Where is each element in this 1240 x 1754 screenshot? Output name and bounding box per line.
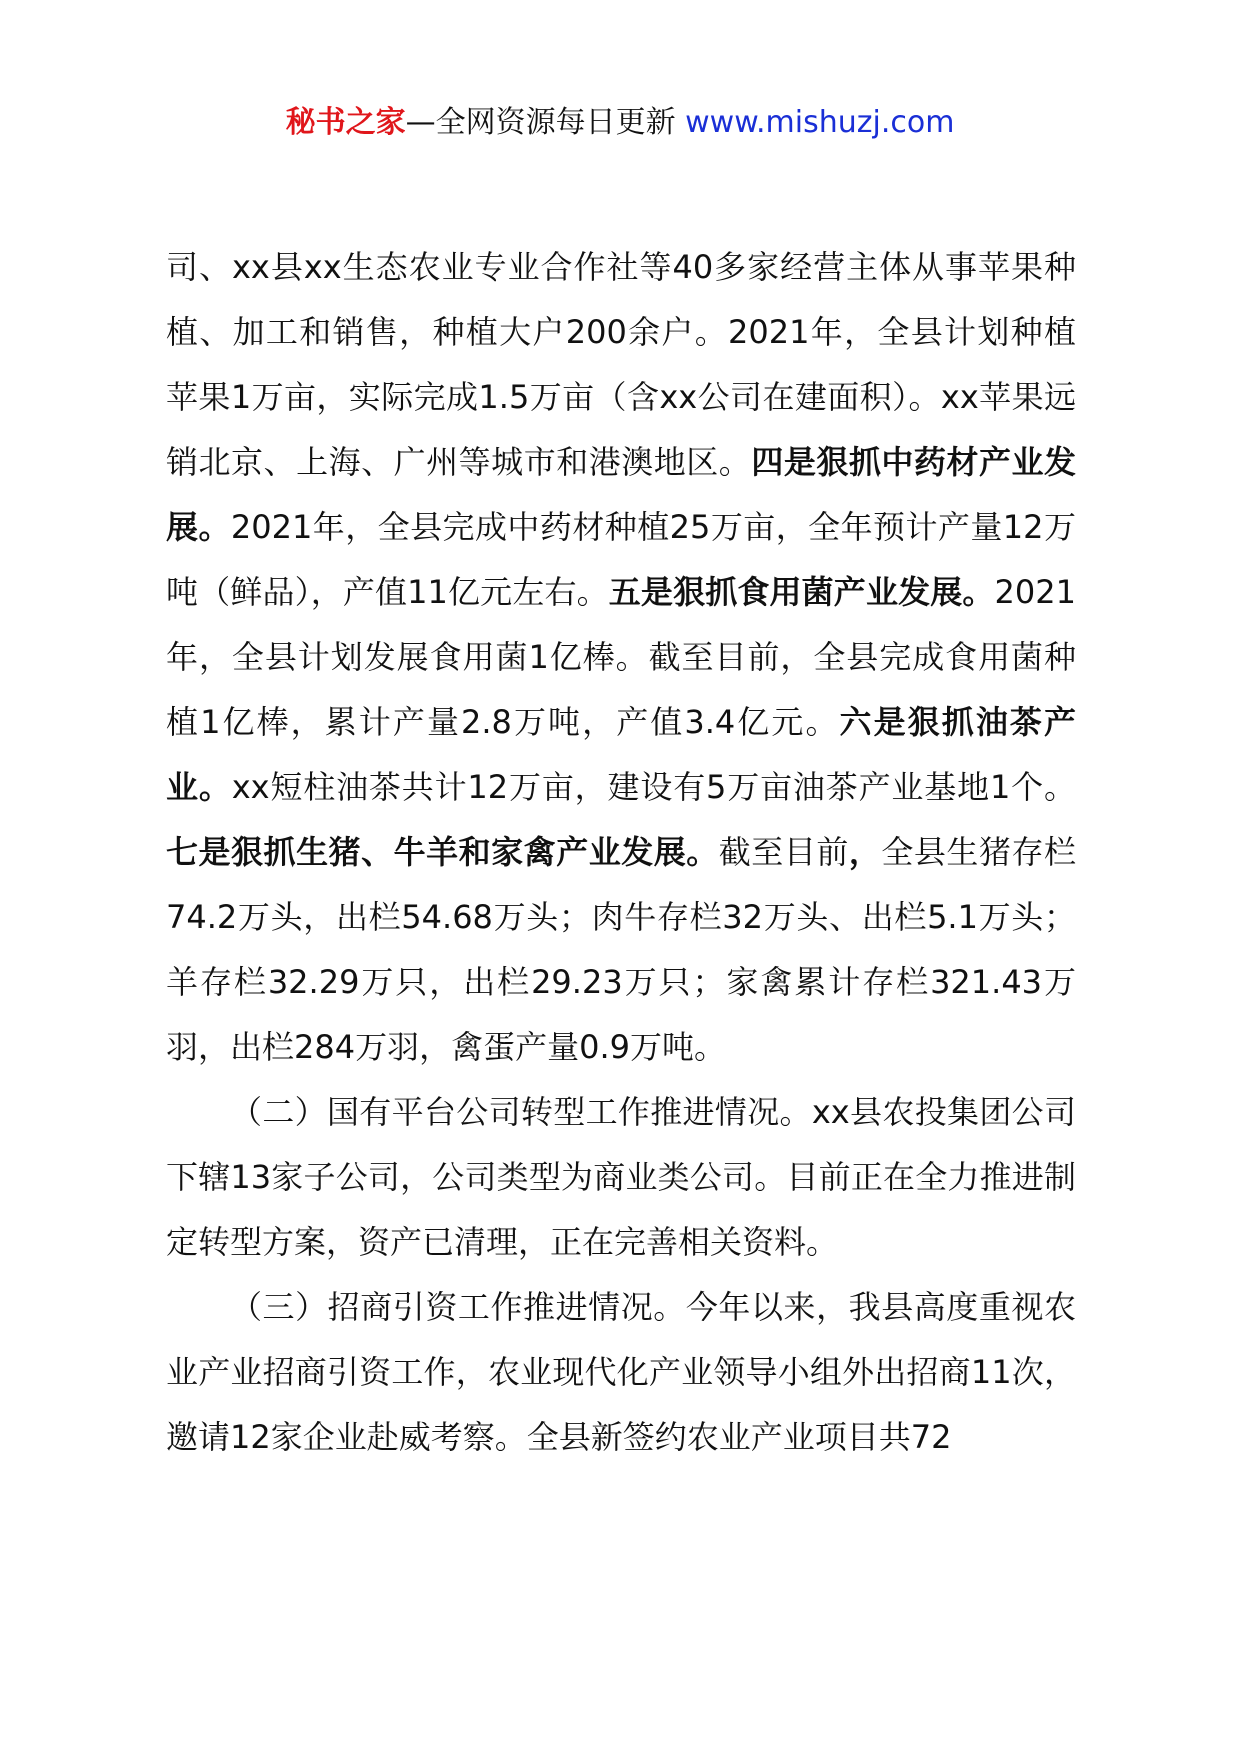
site-tagline: —全网资源每日更新 [405,105,676,140]
text-segment: 截至目前 [718,833,849,871]
bold-heading-oil-tea: 六是狠抓油茶产业。 [166,703,1076,806]
text-segment: 司、xx县xx生态农业专业合作社等40多家经营主体从事苹果种植、加工和销售，种植大户200余户。2021年，全县计划种植苹果1万亩，实际完成1.5万亩（含xx公司在建面积）。xx苹果远销北京、上海、广州等城市和港澳地区。 [166,248,1076,481]
page-header [0,100,1240,146]
paragraph-state-platform: （二）国有平台公司转型工作推进情况。xx县农投集团公司下辖13家子公司，公司类型为商业类公司。目前正在全力推进制定转型方案，资产已清理，正在完善相关资料。 [166,1093,1076,1261]
text-segment: 2021年，全县完成中药材种植25万亩，全年预计产量12万吨（鲜品），产值11亿元左右。 [166,508,1076,611]
bold-heading-tcm: 四是狠抓中药材产业发展。 [166,443,1076,546]
site-url-link[interactable]: www.mishuzj.com [685,105,955,140]
paragraph-industry-summary [166,235,1076,1080]
site-brand[interactable]: 秘书之家 [285,105,406,140]
text-segment: 全县生猪存栏74.2万头，出栏54.68万头；肉牛存栏32万头、出栏5.1万头；羊存栏32.29万只，出栏29.23万只；家禽累计存栏321.43万羽，出栏284万羽，禽蛋产量0.9万吨。 [166,833,1076,1066]
text-segment: 2021年，全县计划发展食用菌1亿棒。截至目前，全县完成食用菌种植1亿棒，累计产量2.8万吨，产值3.4亿元。 [166,573,1076,741]
document-body [166,235,1076,1470]
bold-heading-livestock: 七是狠抓生猪、牛羊和家禽产业发展。 [166,833,719,871]
bold-heading-fungi: 五是狠抓食用菌产业发展。 [608,573,995,611]
paragraph-investment: （三）招商引资工作推进情况。今年以来，我县高度重视农业产业招商引资工作，农业现代化产业领导小组外出招商11次，邀请12家企业赴威考察。全县新签约农业产业项目共72 [166,1288,1076,1456]
text-segment: xx短柱油茶共计12万亩，建设有5万亩油茶产业基地1个。 [231,768,1076,806]
bold-comma: ， [848,833,882,871]
